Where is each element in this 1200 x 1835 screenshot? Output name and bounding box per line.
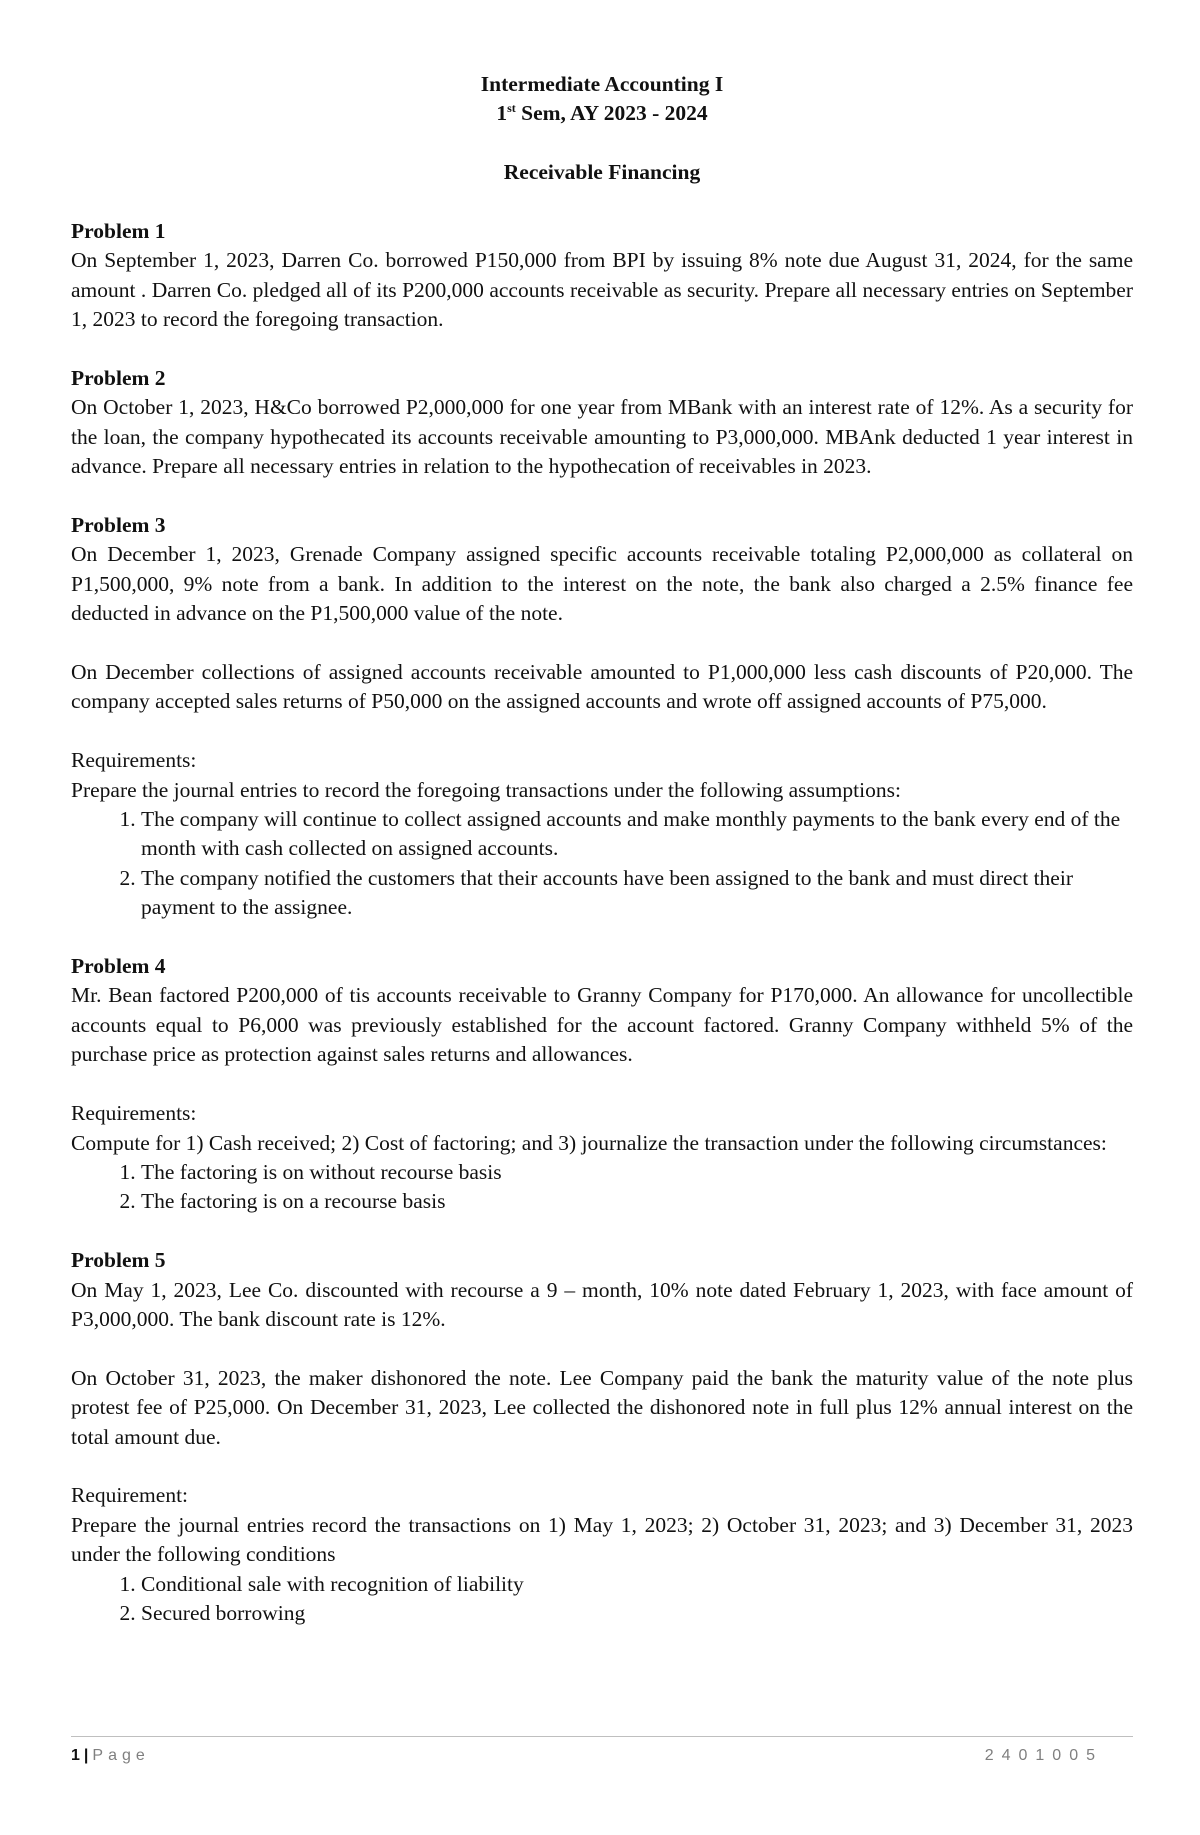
semester-line bbox=[71, 99, 1133, 128]
problem-3-req-text: Prepare the journal entries to record the foregoing transactions under the following assumptions: bbox=[71, 777, 901, 802]
page-label: Page bbox=[92, 1747, 150, 1764]
problem-4-req-list bbox=[71, 1158, 1133, 1217]
semester-number: 1 bbox=[496, 101, 508, 126]
problem-1-text: On September 1, 2023, Darren Co. borrowed P150,000 from BPI by issuing 8% note due August 31, 2024, for the same amount . Darren Co. pledged all of its P200,000 accounts receivable as security. Prepare all necessary entries on September 1, 2023 to record the foregoing transaction. bbox=[71, 248, 1133, 332]
document-code: 2401005 bbox=[984, 1747, 1103, 1764]
problem-1-title: Problem 1 bbox=[71, 219, 166, 243]
problem-3-requirements bbox=[71, 746, 1133, 922]
problem-2-text: On October 1, 2023, H&Co borrowed P2,000,000 for one year from MBank with an interest rate of 12%. As a security for the loan, the company hypothecated its accounts receivable amounting to P3,000,000. MBAnk deducted 1 year interest in advance. Prepare all necessary entries in relation to the hypothecation of receivables in 2023. bbox=[71, 395, 1133, 479]
list-item: 2. Secured borrowing bbox=[141, 1599, 1133, 1628]
page-footer bbox=[71, 1736, 1133, 1770]
problem-4-req-text: Compute for 1) Cash received; 2) Cost of factoring; and 3) journalize the transaction under the following circumstances: bbox=[71, 1130, 1107, 1155]
problem-5-req-text: Prepare the journal entries record the transactions on 1) May 1, 2023; 2) October 31, 2023; and 3) December 31, 2023 under the following conditions bbox=[71, 1512, 1133, 1567]
problem-2 bbox=[71, 364, 1133, 482]
problem-4-title: Problem 4 bbox=[71, 954, 166, 979]
document-body bbox=[71, 70, 1133, 1628]
footer-separator: | bbox=[83, 1747, 89, 1764]
problem-5-req-label: Requirement: bbox=[71, 1483, 189, 1508]
problem-3-text-2: On December collections of assigned accounts receivable amounted to P1,000,000 less cash discounts of P20,000. The company accepted sales returns of P50,000 on the assigned accounts and wrote off assigned accounts of P75,000. bbox=[71, 660, 1133, 714]
problem-5-text-1: On May 1, 2023, Lee Co. discounted with recourse a 9 – month, 10% note dated February 1, 2023, with face amount of P3,000,000. The bank discount rate is 12%. bbox=[71, 1277, 1133, 1331]
problem-5-req-list bbox=[71, 1570, 1133, 1629]
problem-3 bbox=[71, 511, 1133, 629]
problem-4 bbox=[71, 952, 1133, 1070]
problem-5-title: Problem 5 bbox=[71, 1248, 166, 1273]
problem-5-text-2: On October 31, 2023, the maker dishonored the note. Lee Company paid the bank the maturity value of the note plus protest fee of P25,000. On December 31, 2023, Lee collected the dishonored note in full plus 12% annual interest on the total amount due. bbox=[71, 1365, 1133, 1449]
course-title: Intermediate Accounting I bbox=[480, 72, 724, 96]
list-item: 2. The factoring is on a recourse basis bbox=[141, 1187, 1133, 1216]
list-item: 2. The company notified the customers that their accounts have been assigned to the bank and must direct their payment to the assignee. bbox=[141, 864, 1133, 923]
problem-4-req-label: Requirements: bbox=[71, 1101, 197, 1126]
problem-3-part-2 bbox=[71, 658, 1133, 717]
page-number: 1 bbox=[71, 1747, 80, 1764]
problem-3-req-list bbox=[71, 805, 1133, 923]
list-item: 1. The company will continue to collect assigned accounts and make monthly payments to the bank every end of the month with cash collected on assigned accounts. bbox=[141, 805, 1133, 864]
problem-4-requirements bbox=[71, 1099, 1133, 1217]
semester-ordinal: st bbox=[507, 101, 516, 116]
problem-5 bbox=[71, 1246, 1133, 1334]
topic-title: Receivable Financing bbox=[503, 160, 701, 185]
problem-1 bbox=[71, 217, 1133, 335]
problem-5-part-2 bbox=[71, 1364, 1133, 1452]
list-item: 1. The factoring is on without recourse basis bbox=[141, 1158, 1133, 1187]
semester-year: Sem, AY 2023 - 2024 bbox=[515, 101, 708, 126]
problem-5-requirements bbox=[71, 1481, 1133, 1628]
problem-3-title: Problem 3 bbox=[71, 513, 166, 538]
problem-2-title: Problem 2 bbox=[71, 366, 166, 391]
problem-3-text-1: On December 1, 2023, Grenade Company assigned specific accounts receivable totaling P2,000,000 as collateral on P1,500,000, 9% note from a bank. In addition to the interest on the note, the bank also charged a 2.5% finance fee deducted in advance on the P1,500,000 value of the note. bbox=[71, 542, 1133, 626]
problem-3-req-label: Requirements: bbox=[71, 748, 197, 773]
problem-4-text: Mr. Bean factored P200,000 of tis accounts receivable to Granny Company for P170,000. An allowance for uncollectible accounts equal to P6,000 was previously established for the account factored. Granny Company withheld 5% of the purchase price as protection against sales returns and allowances. bbox=[71, 983, 1133, 1067]
list-item: 1. Conditional sale with recognition of liability bbox=[141, 1570, 1133, 1599]
